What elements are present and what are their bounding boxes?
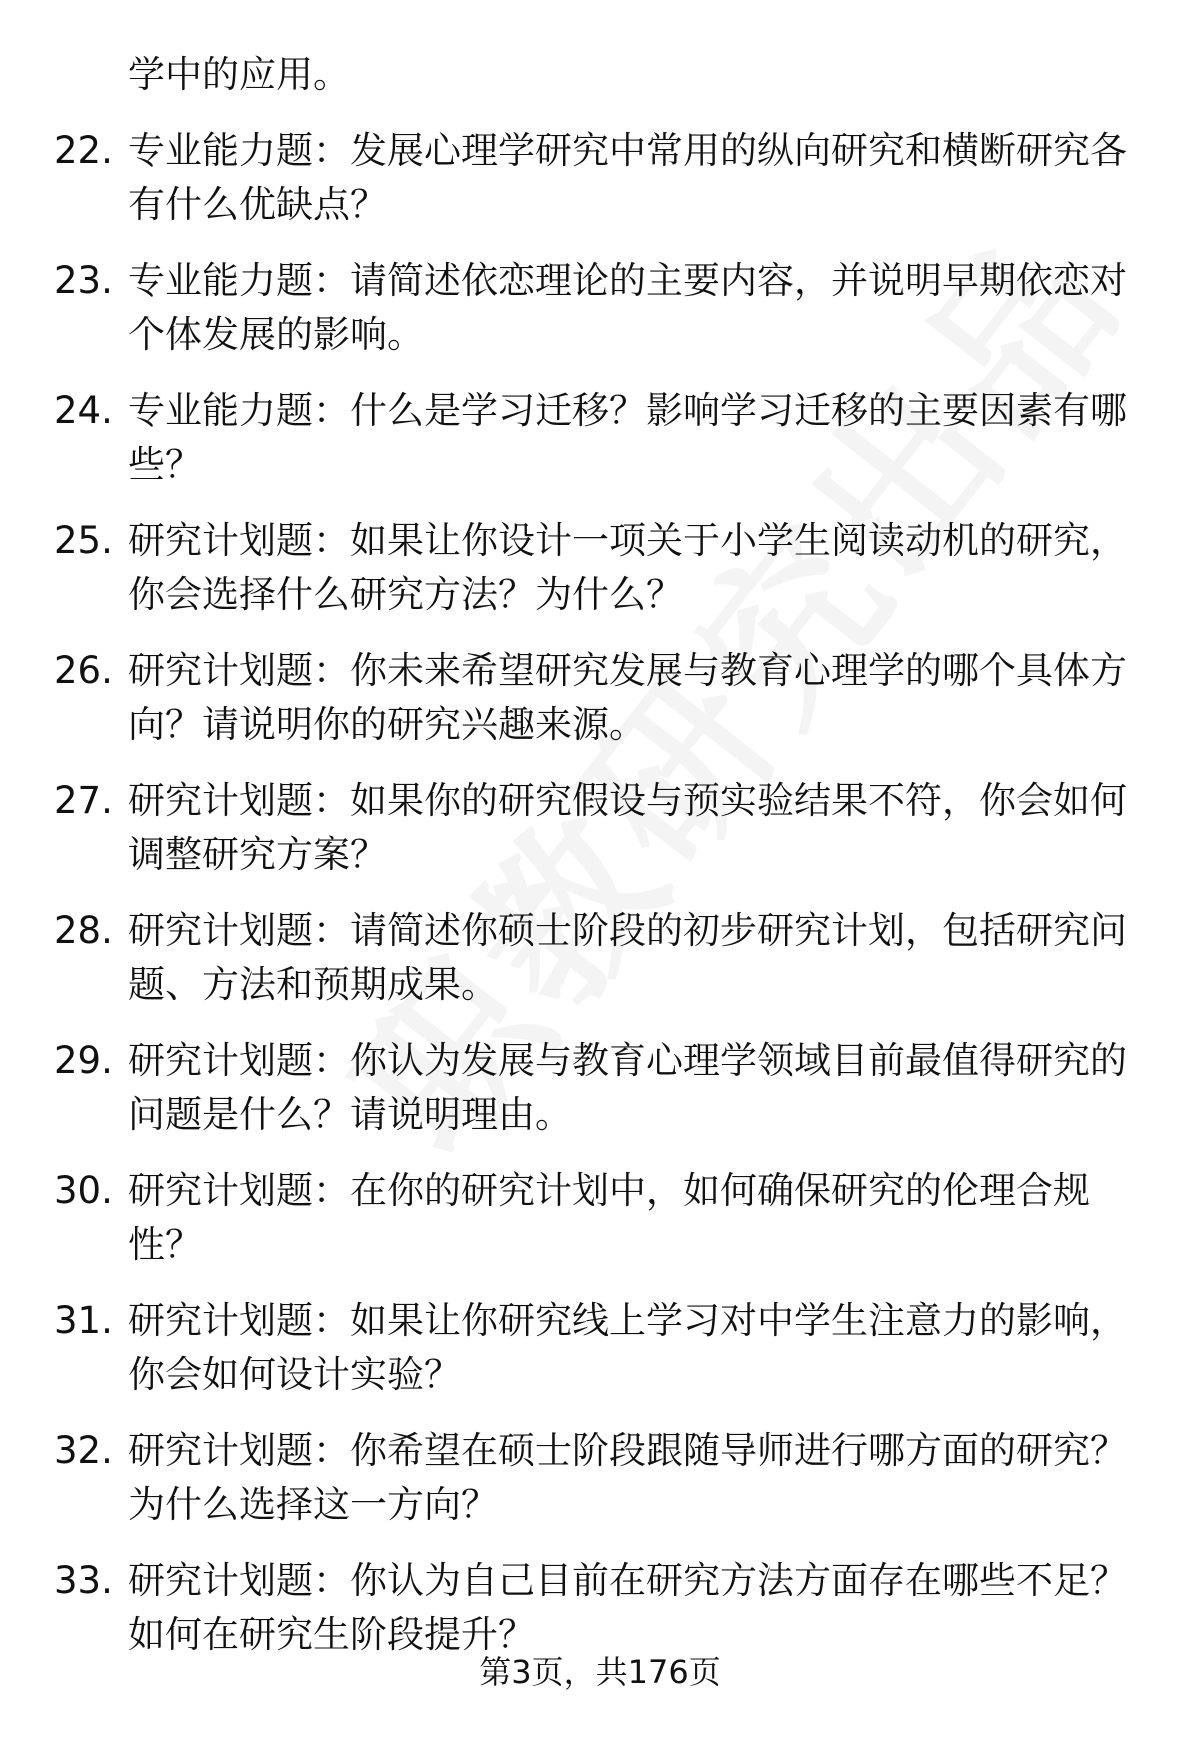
question-item — [0, 644, 1200, 752]
question-item — [0, 1034, 1200, 1142]
question-item — [0, 1294, 1200, 1402]
question-text: 研究计划题：如果让你设计一项关于小学生阅读动机的研究，你会选择什么研究方法？为什么？ — [128, 519, 1127, 616]
question-item — [0, 514, 1200, 622]
question-number: 33. — [54, 1559, 113, 1602]
question-item — [0, 904, 1200, 1012]
question-number: 26. — [54, 649, 113, 692]
question-text: 研究计划题：你认为自己目前在研究方法方面存在哪些不足？如何在研究生阶段提升？ — [128, 1559, 1127, 1656]
question-number: 27. — [54, 779, 113, 822]
question-text: 研究计划题：在你的研究计划中，如何确保研究的伦理合规性？ — [128, 1169, 1090, 1266]
question-text: 专业能力题：发展心理学研究中常用的纵向研究和横断研究各有什么优缺点？ — [128, 129, 1127, 226]
question-item — [0, 774, 1200, 882]
question-number: 29. — [54, 1039, 113, 1082]
question-item — [0, 254, 1200, 362]
question-number: 30. — [54, 1169, 113, 1212]
question-item — [0, 1554, 1200, 1662]
question-text: 研究计划题：你未来希望研究发展与教育心理学的哪个具体方向？请说明你的研究兴趣来源。 — [128, 649, 1127, 746]
question-number: 25. — [54, 519, 113, 562]
question-number: 32. — [54, 1429, 113, 1472]
continuation-text: 学中的应用。 — [128, 53, 350, 96]
question-list — [0, 124, 1200, 1662]
question-item — [0, 1164, 1200, 1272]
question-item — [0, 124, 1200, 232]
question-number: 28. — [54, 909, 113, 952]
question-text: 研究计划题：请简述你硕士阶段的初步研究计划，包括研究问题、方法和预期成果。 — [128, 909, 1127, 1006]
question-text: 研究计划题：你希望在硕士阶段跟随导师进行哪方面的研究？为什么选择这一方向？ — [128, 1429, 1127, 1526]
question-text: 专业能力题：什么是学习迁移？影响学习迁移的主要因素有哪些？ — [128, 389, 1127, 486]
question-number: 31. — [54, 1299, 113, 1342]
question-text: 研究计划题：如果你的研究假设与预实验结果不符，你会如何调整研究方案？ — [128, 779, 1127, 876]
question-number: 23. — [54, 259, 113, 302]
page-footer: 第3页，共176页 — [479, 1653, 721, 1691]
question-text: 研究计划题：如果让你研究线上学习对中学生注意力的影响，你会如何设计实验？ — [128, 1299, 1127, 1396]
question-item — [0, 384, 1200, 492]
question-number: 24. — [54, 389, 113, 432]
question-text: 专业能力题：请简述依恋理论的主要内容，并说明早期依恋对个体发展的影响。 — [128, 259, 1127, 356]
question-text: 研究计划题：你认为发展与教育心理学领域目前最值得研究的问题是什么？请说明理由。 — [128, 1039, 1127, 1136]
page-content — [0, 48, 1200, 1662]
question-number: 22. — [54, 129, 113, 172]
question-item — [0, 1424, 1200, 1532]
